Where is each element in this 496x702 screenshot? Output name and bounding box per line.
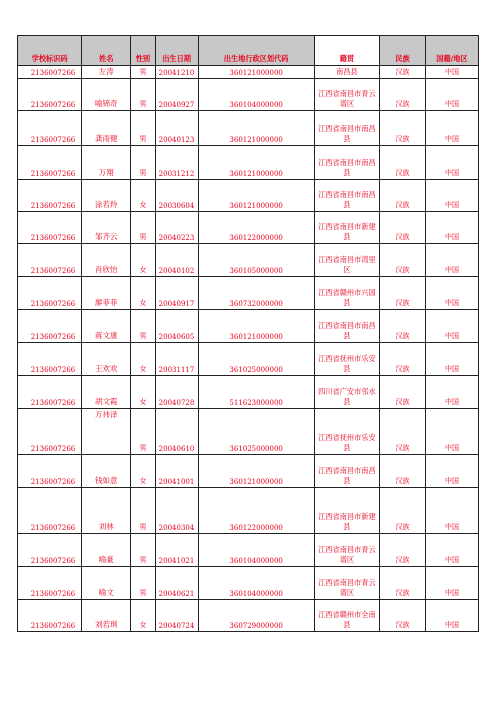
table-row <box>18 567 479 600</box>
cell-ethnicity: 汉族 <box>380 376 426 409</box>
cell-nationality: 中国 <box>425 79 478 111</box>
header-name: 姓名 <box>82 36 131 66</box>
cell-region-code: 360732000000 <box>198 277 314 310</box>
cell-gender: 女 <box>131 455 155 488</box>
cell-native-place: 江西省赣州市兴国县 <box>314 277 379 310</box>
student-roster-sheet <box>17 35 479 632</box>
cell-name: 肖欣怡 <box>82 244 131 277</box>
cell-birth-date: 20040728 <box>155 376 198 409</box>
table-row <box>18 343 479 376</box>
cell-birth-date: 20040927 <box>155 79 198 111</box>
table-row <box>18 455 479 488</box>
cell-gender: 男 <box>131 146 155 180</box>
cell-gender: 男 <box>131 310 155 343</box>
cell-native-place: 江西省赣州市全南县 <box>314 600 379 632</box>
cell-school-id: 2136007266 <box>18 79 82 111</box>
cell-ethnicity: 汉族 <box>380 455 426 488</box>
cell-nationality: 中国 <box>425 111 478 146</box>
cell-region-code: 360121000000 <box>198 310 314 343</box>
cell-name: 廖菲菲 <box>82 277 131 310</box>
cell-birth-date: 20041210 <box>155 66 198 79</box>
cell-nationality: 中国 <box>425 343 478 376</box>
cell-ethnicity: 汉族 <box>380 343 426 376</box>
cell-nationality: 中国 <box>425 212 478 244</box>
cell-birth-date: 20041001 <box>155 455 198 488</box>
cell-native-place: 江西省南昌市新建县 <box>314 488 379 534</box>
cell-region-code: 360121000000 <box>198 66 314 79</box>
cell-region-code: 360121000000 <box>198 180 314 212</box>
cell-gender: 男 <box>131 79 155 111</box>
cell-native-place: 江西省南昌市南昌县 <box>314 146 379 180</box>
table-row <box>18 600 479 632</box>
cell-nationality: 中国 <box>425 277 478 310</box>
header-nationality: 国籍/地区 <box>425 36 478 66</box>
cell-ethnicity: 汉族 <box>380 212 426 244</box>
cell-name: 胡文霞 <box>82 376 131 409</box>
cell-birth-date: 20040917 <box>155 277 198 310</box>
cell-school-id: 2136007266 <box>18 212 82 244</box>
cell-native-place: 江西省南昌市青云谱区 <box>314 567 379 600</box>
cell-ethnicity: 汉族 <box>380 79 426 111</box>
cell-ethnicity: 汉族 <box>380 409 426 455</box>
cell-nationality: 中国 <box>425 244 478 277</box>
table-row <box>18 146 479 180</box>
cell-region-code: 360104000000 <box>198 567 314 600</box>
table-row <box>18 277 479 310</box>
header-birth-date: 出生日期 <box>155 36 198 66</box>
cell-name: 龚雨健 <box>82 111 131 146</box>
cell-nationality: 中国 <box>425 567 478 600</box>
cell-region-code: 360121000000 <box>198 111 314 146</box>
cell-gender: 男 <box>131 111 155 146</box>
cell-name: 刘林 <box>82 488 131 534</box>
cell-name: 喻豪 <box>82 534 131 567</box>
cell-gender: 男 <box>131 409 155 455</box>
table-row <box>18 376 479 409</box>
cell-birth-date: 20041021 <box>155 534 198 567</box>
cell-native-place: 江西省南昌市湾里区 <box>314 244 379 277</box>
cell-school-id: 2136007266 <box>18 409 82 455</box>
cell-gender: 女 <box>131 244 155 277</box>
cell-school-id: 2136007266 <box>18 277 82 310</box>
cell-school-id: 2136007266 <box>18 376 82 409</box>
cell-nationality: 中国 <box>425 409 478 455</box>
cell-school-id: 2136007266 <box>18 600 82 632</box>
cell-birth-date: 20040223 <box>155 212 198 244</box>
cell-birth-date: 20040621 <box>155 567 198 600</box>
cell-ethnicity: 汉族 <box>380 534 426 567</box>
cell-school-id: 2136007266 <box>18 343 82 376</box>
cell-name: 涂若羚 <box>82 180 131 212</box>
cell-school-id: 2136007266 <box>18 111 82 146</box>
cell-native-place: 江西省南昌市南昌县 <box>314 310 379 343</box>
cell-native-place: 南昌县 <box>314 66 379 79</box>
table-row <box>18 244 479 277</box>
cell-ethnicity: 汉族 <box>380 567 426 600</box>
cell-school-id: 2136007266 <box>18 488 82 534</box>
cell-name: 喻锦奇 <box>82 79 131 111</box>
cell-name: 万祎泽 <box>82 409 131 455</box>
cell-name: 邹齐云 <box>82 212 131 244</box>
cell-birth-date: 20030604 <box>155 180 198 212</box>
cell-birth-date: 20040610 <box>155 409 198 455</box>
cell-nationality: 中国 <box>425 600 478 632</box>
cell-nationality: 中国 <box>425 180 478 212</box>
cell-name: 万翔 <box>82 146 131 180</box>
cell-native-place: 江西省抚州市乐安县 <box>314 409 379 455</box>
cell-nationality: 中国 <box>425 310 478 343</box>
cell-school-id: 2136007266 <box>18 310 82 343</box>
cell-school-id: 2136007266 <box>18 244 82 277</box>
cell-region-code: 361025000000 <box>198 343 314 376</box>
header-row <box>18 36 479 66</box>
cell-nationality: 中国 <box>425 488 478 534</box>
cell-region-code: 360122000000 <box>198 212 314 244</box>
header-region-code: 出生地行政区划代码 <box>198 36 314 66</box>
cell-native-place: 江西省南昌市青云谱区 <box>314 534 379 567</box>
header-gender: 性别 <box>131 36 155 66</box>
student-table <box>17 35 479 632</box>
cell-gender: 男 <box>131 488 155 534</box>
cell-region-code: 360105000000 <box>198 244 314 277</box>
cell-birth-date: 20040123 <box>155 111 198 146</box>
cell-school-id: 2136007266 <box>18 180 82 212</box>
cell-birth-date: 20031212 <box>155 146 198 180</box>
cell-birth-date: 20040102 <box>155 244 198 277</box>
table-row <box>18 488 479 534</box>
table-row <box>18 212 479 244</box>
cell-ethnicity: 汉族 <box>380 488 426 534</box>
cell-school-id: 2136007266 <box>18 455 82 488</box>
cell-gender: 男 <box>131 66 155 79</box>
cell-name: 钱如意 <box>82 455 131 488</box>
cell-region-code: 511623000000 <box>198 376 314 409</box>
table-row <box>18 409 479 455</box>
cell-native-place: 江西省南昌市南昌县 <box>314 180 379 212</box>
cell-region-code: 360104000000 <box>198 79 314 111</box>
table-row <box>18 79 479 111</box>
cell-gender: 女 <box>131 600 155 632</box>
cell-birth-date: 20040304 <box>155 488 198 534</box>
cell-gender: 男 <box>131 212 155 244</box>
cell-name: 王欢欢 <box>82 343 131 376</box>
cell-birth-date: 20040724 <box>155 600 198 632</box>
cell-gender: 女 <box>131 180 155 212</box>
cell-ethnicity: 汉族 <box>380 600 426 632</box>
cell-region-code: 360122000000 <box>198 488 314 534</box>
cell-nationality: 中国 <box>425 66 478 79</box>
cell-ethnicity: 汉族 <box>380 66 426 79</box>
cell-name: 左涛 <box>82 66 131 79</box>
cell-school-id: 2136007266 <box>18 534 82 567</box>
cell-nationality: 中国 <box>425 146 478 180</box>
cell-region-code: 360121000000 <box>198 146 314 180</box>
cell-native-place: 江西省南昌市南昌县 <box>314 111 379 146</box>
cell-name: 喻文 <box>82 567 131 600</box>
table-row <box>18 180 479 212</box>
cell-native-place: 江西省南昌市青云谱区 <box>314 79 379 111</box>
cell-gender: 男 <box>131 534 155 567</box>
cell-birth-date: 20031117 <box>155 343 198 376</box>
cell-native-place: 四川省广安市邻水县 <box>314 376 379 409</box>
cell-native-place: 江西省南昌市新建县 <box>314 212 379 244</box>
cell-gender: 女 <box>131 376 155 409</box>
header-school-id: 学校标识码 <box>18 36 82 66</box>
cell-nationality: 中国 <box>425 534 478 567</box>
cell-native-place: 江西省南昌市南昌县 <box>314 455 379 488</box>
table-row <box>18 111 479 146</box>
cell-school-id: 2136007266 <box>18 66 82 79</box>
cell-ethnicity: 汉族 <box>380 310 426 343</box>
cell-region-code: 361025000000 <box>198 409 314 455</box>
cell-nationality: 中国 <box>425 455 478 488</box>
cell-region-code: 360729000000 <box>198 600 314 632</box>
cell-gender: 女 <box>131 277 155 310</box>
cell-gender: 女 <box>131 343 155 376</box>
cell-school-id: 2136007266 <box>18 567 82 600</box>
cell-school-id: 2136007266 <box>18 146 82 180</box>
header-ethnicity: 民族 <box>380 36 426 66</box>
table-row <box>18 534 479 567</box>
table-row <box>18 66 479 79</box>
cell-region-code: 360121000000 <box>198 455 314 488</box>
cell-ethnicity: 汉族 <box>380 244 426 277</box>
header-native-place: 籍贯 <box>314 36 379 66</box>
cell-name: 刘若琪 <box>82 600 131 632</box>
cell-birth-date: 20040605 <box>155 310 198 343</box>
cell-region-code: 360104000000 <box>198 534 314 567</box>
cell-name: 蒋文康 <box>82 310 131 343</box>
cell-ethnicity: 汉族 <box>380 180 426 212</box>
cell-gender: 男 <box>131 567 155 600</box>
cell-native-place: 江西省抚州市乐安县 <box>314 343 379 376</box>
cell-ethnicity: 汉族 <box>380 277 426 310</box>
cell-ethnicity: 汉族 <box>380 146 426 180</box>
cell-ethnicity: 汉族 <box>380 111 426 146</box>
table-row <box>18 310 479 343</box>
cell-nationality: 中国 <box>425 376 478 409</box>
